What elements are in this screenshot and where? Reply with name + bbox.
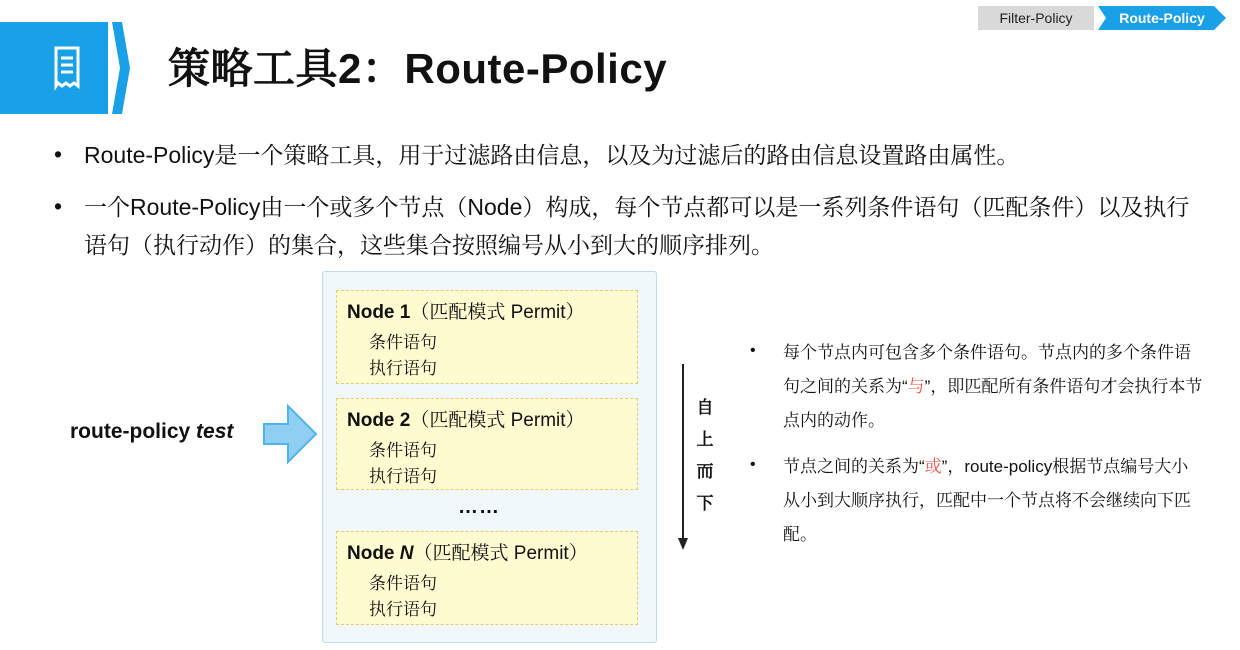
policy-keyword: route-policy <box>70 420 191 443</box>
node-title <box>347 297 585 324</box>
note-text: ”，route-policy根据节点编号大小从小到大顺序执行，匹配中一个节点将不会继续向下匹配。 <box>783 457 1191 544</box>
page-title: 策略工具2：Route-Policy <box>168 45 668 92</box>
breadcrumb-active-label: Route-Policy <box>1119 10 1205 26</box>
condition-statement: 条件语句 <box>369 441 437 460</box>
breadcrumb-route-policy[interactable] <box>1098 6 1226 30</box>
note-or-relation <box>783 450 1203 552</box>
action-statement: 执行语句 <box>369 359 437 378</box>
breadcrumb-filter-policy[interactable]: Filter-Policy <box>978 6 1094 30</box>
bullet-dot: • <box>54 193 63 219</box>
bullet-route-policy-definition: Route-Policy是一个策略工具，用于过滤路由信息，以及为过滤后的路由信息设置路由属性。 <box>84 142 1020 168</box>
condition-statement: 条件语句 <box>369 574 437 593</box>
action-statement: 执行语句 <box>369 600 437 619</box>
route-policy-label <box>70 420 233 444</box>
note-highlight: 或 <box>924 457 942 476</box>
bullet-dot: • <box>54 141 63 167</box>
arrow-right-icon <box>262 402 318 466</box>
node-mode: （匹配模式 Permit） <box>413 543 588 564</box>
node-title <box>347 405 585 432</box>
node-n-box <box>336 531 638 625</box>
node-name: Node 1 <box>347 302 411 323</box>
policy-name: test <box>196 420 234 443</box>
ellipsis: …… <box>458 496 500 518</box>
note-text: ”，即匹配所有条件语句才会执行本节点内的动作。 <box>783 377 1203 430</box>
condition-statement: 条件语句 <box>369 333 437 352</box>
note-dot: • <box>750 342 756 359</box>
node-name: Node <box>347 543 400 564</box>
note-highlight: 与 <box>907 377 925 396</box>
header-banner <box>0 22 130 114</box>
node-2-box <box>336 398 638 490</box>
node-name-variable: N <box>399 543 414 564</box>
node-mode: （匹配模式 Permit） <box>410 302 585 323</box>
bullet-node-composition: 一个Route-Policy由一个或多个节点（Node）构成，每个节点都可以是一系列条件语句（匹配条件）以及执行语句（执行动作）的集合，这些集合按照编号从小到大的顺序排列。 <box>84 194 1190 258</box>
note-dot: • <box>750 456 756 473</box>
note-and-relation <box>783 336 1203 438</box>
node-mode: （匹配模式 Permit） <box>410 410 585 431</box>
flow-direction-text: 自上而下 <box>696 398 714 513</box>
node-title <box>347 538 588 565</box>
arrow-down-icon <box>676 364 690 550</box>
action-statement: 执行语句 <box>369 467 437 486</box>
node-name: Node 2 <box>347 410 411 431</box>
note-text: 节点之间的关系为“ <box>783 457 925 476</box>
node-1-box <box>336 290 638 384</box>
note-text: 每个节点内可包含多个条件语句。节点内的多个条件语句之间的关系为“ <box>783 343 1191 396</box>
